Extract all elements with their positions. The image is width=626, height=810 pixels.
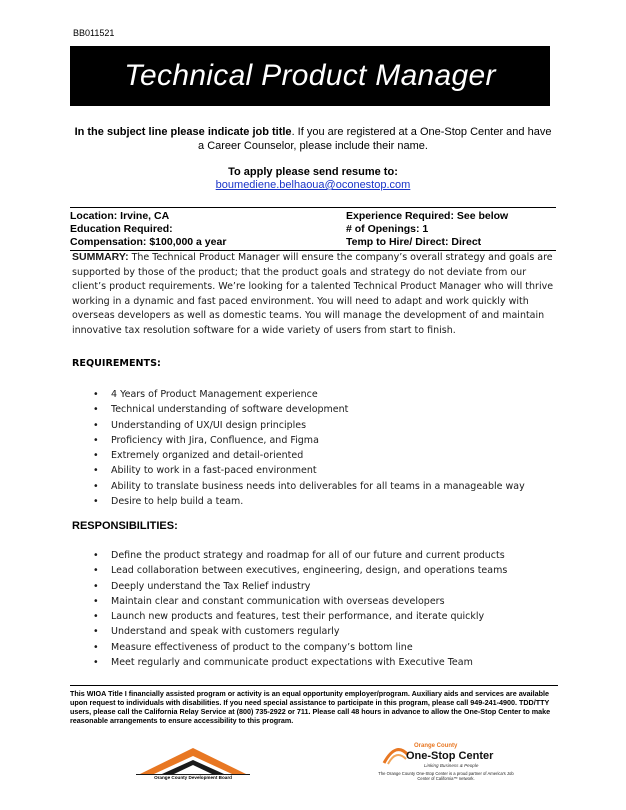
requirements-list bbox=[93, 387, 563, 509]
subject-line-bold: In the subject line please indicate job title bbox=[74, 126, 292, 138]
apply-email-link[interactable]: boumediene.belhaoua@oconestop.com bbox=[215, 179, 411, 191]
summary-section bbox=[72, 250, 556, 339]
experience-field: Experience Required: See below bbox=[346, 210, 509, 222]
ocdb-chevron-icon bbox=[132, 746, 254, 776]
education-field: Education Required: bbox=[70, 223, 173, 235]
list-item: • Define the product strategy and roadmap for all of our future and current products bbox=[93, 548, 563, 563]
summary-label: SUMMARY: bbox=[72, 251, 129, 263]
openings-field: # of Openings: 1 bbox=[346, 223, 429, 235]
list-item: • Understanding of UX/UI design principles bbox=[93, 418, 563, 433]
list-item: • Proficiency with Jira, Confluence, and Figma bbox=[93, 433, 563, 448]
responsibilities-heading: RESPONSIBILITIES: bbox=[72, 520, 178, 532]
job-title: Technical Product Manager bbox=[124, 59, 496, 92]
location-field: Location: Irvine, CA bbox=[70, 210, 170, 222]
list-item: • Desire to help build a team. bbox=[93, 494, 563, 509]
compensation-field: Compensation: $100,000 a year bbox=[70, 236, 227, 248]
list-item: • Meet regularly and communicate product expectations with Executive Team bbox=[93, 655, 563, 670]
list-item: • Deeply understand the Tax Relief industry bbox=[93, 579, 563, 594]
info-row bbox=[70, 236, 556, 249]
hire-type-field: Temp to Hire/ Direct: Direct bbox=[346, 236, 482, 248]
responsibilities-list bbox=[93, 548, 563, 670]
info-row bbox=[70, 210, 556, 223]
list-item: • Launch new products and features, test their performance, and iterate quickly bbox=[93, 609, 563, 624]
job-info-table bbox=[70, 207, 556, 251]
job-id: BB011521 bbox=[73, 28, 115, 38]
list-item: • Understand and speak with customers regularly bbox=[93, 624, 563, 639]
list-item: • Extremely organized and detail-oriented bbox=[93, 448, 563, 463]
list-item: • Maintain clear and constant communication with overseas developers bbox=[93, 594, 563, 609]
list-item: • Ability to work in a fast-paced environment bbox=[93, 463, 563, 478]
list-item: • Measure effectiveness of product to the company’s bottom line bbox=[93, 640, 563, 655]
subject-line-instructions bbox=[70, 125, 556, 153]
list-item: • Technical understanding of software development bbox=[93, 402, 563, 417]
osc-tagline: Linking Business & People bbox=[424, 763, 479, 768]
ocdb-logo bbox=[132, 746, 254, 782]
apply-block bbox=[70, 166, 556, 192]
list-item: • 4 Years of Product Management experience bbox=[93, 387, 563, 402]
info-row bbox=[70, 223, 556, 236]
list-item: • Ability to translate business needs into deliverables for all teams in a manageable way bbox=[93, 479, 563, 494]
ocdb-name: Orange County Development Board bbox=[154, 775, 232, 780]
osc-partner-note: The Orange County One-Stop Center is a proud partner of America’s Job Center of California™ network. bbox=[378, 771, 514, 782]
subject-line-rest: . If you are registered at a One-Stop Center and have a Career Counselor, please include their name. bbox=[198, 126, 552, 152]
osc-name: One-Stop Center bbox=[406, 750, 494, 762]
list-item: • Lead collaboration between executives, engineering, design, and operations teams bbox=[93, 563, 563, 578]
summary-text: The Technical Product Manager will ensure the company’s overall strategy and goals are supported by those of the product; that the product goals and strategy do not deviate from our client’s product requirements. We’re looking for a talented Technical Product Manager who will thrive working in a dynamic and fast paced environment. You will need to adapt and work quickly with overseas developers as well as domestic teams. You will manage the development of and maintain innovative tax resolution software for a wide variety of users from start to finish. bbox=[72, 252, 554, 336]
apply-label: To apply please send resume to: bbox=[228, 166, 398, 178]
osc-county: Orange County bbox=[414, 743, 458, 749]
one-stop-center-logo bbox=[376, 743, 514, 803]
eeo-disclaimer: This WIOA Title I financially assisted program or activity is an equal opportunity employer/program. Auxiliary aids and services are available upon request to individuals with disabilities. If you need special assistance to participate in this program, please call 949-241-4900. TDD/TTY users, please call the California Relay Service at (800) 735-2922 or 711. Please call 48 hours in advance to allow the One-Stop Center to make reasonable arrangements to ensure accessibility to this program. bbox=[70, 685, 558, 725]
requirements-heading: REQUIREMENTS: bbox=[72, 358, 161, 369]
title-banner bbox=[70, 46, 550, 106]
